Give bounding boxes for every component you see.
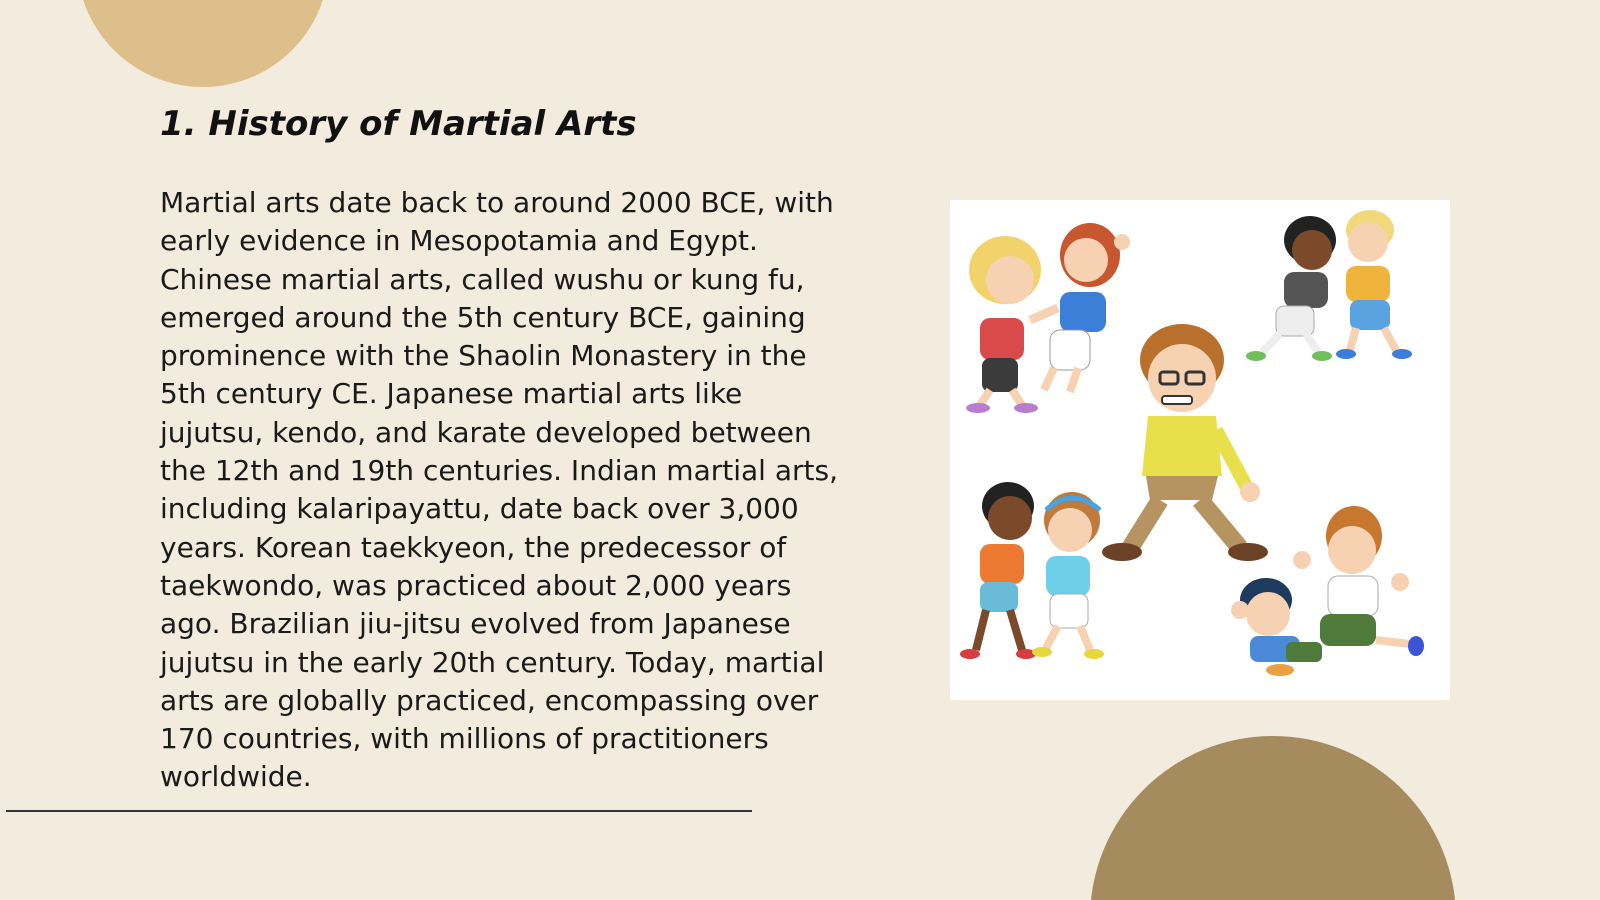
slide-body-text: Martial arts date back to around 2000 BCE, with early evidence in Mesopotamia and Egypt. Chinese martial arts, called wushu or kung fu, emerged around the 5th century BCE, gaining prominence with the Shaolin Monastery in the 5th century CE. Japanese martial arts like jujutsu, kendo, and karate developed between the 12th and 19th centuries. Indian martial arts, including kalaripayattu, date back over 3,000 years. Korean taekkyeon, the predecessor of taekwondo, was practiced about 2,000 years ago. Brazilian jiu-jitsu evolved from Japanese jujutsu in the early 20th century. Today, martial arts are globally practiced, encompassing over 170 countries, with millions of practitioners worldwide. xyxy=(160,186,838,794)
divider-line xyxy=(6,810,752,812)
fighting-pair-top-right xyxy=(1246,210,1412,361)
slide-title: 1. History of Martial Arts xyxy=(160,104,637,144)
decorative-circle-bottom xyxy=(1090,736,1456,900)
decorative-circle-top xyxy=(77,0,329,87)
fighting-pair-bottom-left xyxy=(960,482,1104,659)
cartoon-fighting-kids-illustration xyxy=(950,200,1450,700)
fighting-pair-top-left xyxy=(966,223,1130,413)
angry-boy-center xyxy=(1102,324,1268,561)
fighting-pair-bottom-right xyxy=(1231,506,1424,676)
